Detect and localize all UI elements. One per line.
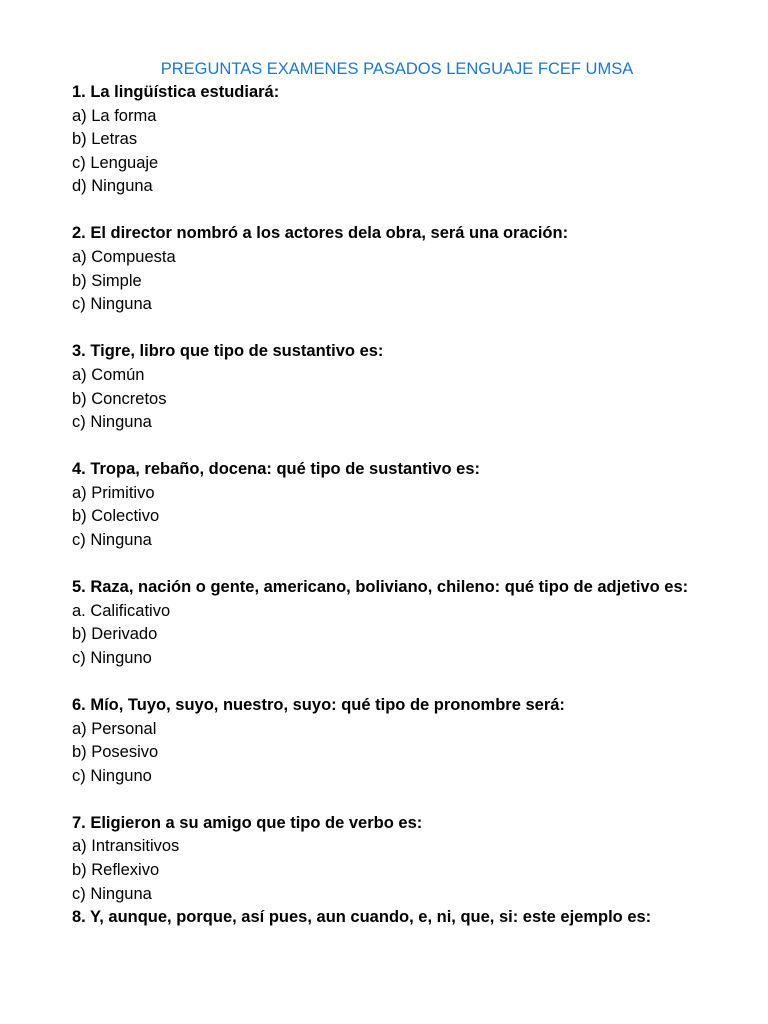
- question-text: 7. Eligieron a su amigo que tipo de verbo es:: [72, 813, 423, 832]
- question-6: [72, 694, 762, 788]
- answer-option: b) Derivado: [72, 625, 158, 644]
- document-title: PREGUNTAS EXAMENES PASADOS LENGUAJE FCEF UMSA: [160, 60, 634, 78]
- answer-option: a) Compuesta: [72, 248, 176, 267]
- answer-option: c) Ninguno: [72, 648, 152, 667]
- question-list: [72, 81, 762, 930]
- question-1: [72, 81, 762, 199]
- question-text: 4. Tropa, rebaño, docena: qué tipo de sustantivo es:: [72, 460, 480, 479]
- answer-option: c) Ninguna: [72, 295, 152, 314]
- question-5: [72, 576, 762, 670]
- answer-option: a. Calificativo: [72, 601, 171, 620]
- question-text: 2. El director nombró a los actores dela obra, será una oración:: [72, 224, 569, 243]
- answer-option: c) Ninguna: [72, 413, 152, 432]
- answer-option: a) La forma: [72, 106, 157, 125]
- answer-option: c) Ninguna: [72, 531, 152, 549]
- answer-option: b) Letras: [72, 130, 138, 149]
- question-text: 3. Tigre, libro que tipo de sustantivo es:: [72, 342, 384, 361]
- question-text: 6. Mío, Tuyo, suyo, nuestro, suyo: qué tipo de pronombre será:: [72, 695, 565, 714]
- answer-option: a) Personal: [72, 719, 157, 738]
- answer-option: c) Ninguna: [72, 884, 152, 903]
- question-text: 8. Y, aunque, porque, así pues, aun cuando, e, ni, que, si: este ejemplo es:: [72, 908, 652, 927]
- question-2: [72, 222, 762, 316]
- question-7: [72, 812, 762, 906]
- answer-option: d) Ninguna: [72, 177, 153, 196]
- answer-option: a) Primitivo: [72, 483, 155, 502]
- question-text: 5. Raza, nación o gente, americano, boliviano, chileno: qué tipo de adjetivo es:: [72, 578, 689, 597]
- question-text: 1. La lingüística estudiará:: [72, 83, 280, 101]
- question-4: [72, 458, 762, 552]
- answer-option: b) Concretos: [72, 389, 167, 408]
- answer-option: a) Intransitivos: [72, 837, 180, 856]
- question-3: [72, 340, 762, 434]
- answer-option: a) Común: [72, 365, 145, 384]
- answer-option: c) Ninguno: [72, 766, 152, 785]
- answer-option: b) Simple: [72, 271, 142, 290]
- answer-option: c) Lenguaje: [72, 153, 159, 172]
- answer-option: b) Posesivo: [72, 743, 159, 762]
- answer-option: b) Reflexivo: [72, 861, 160, 880]
- answer-option: b) Colectivo: [72, 507, 160, 526]
- question-8: [72, 906, 762, 930]
